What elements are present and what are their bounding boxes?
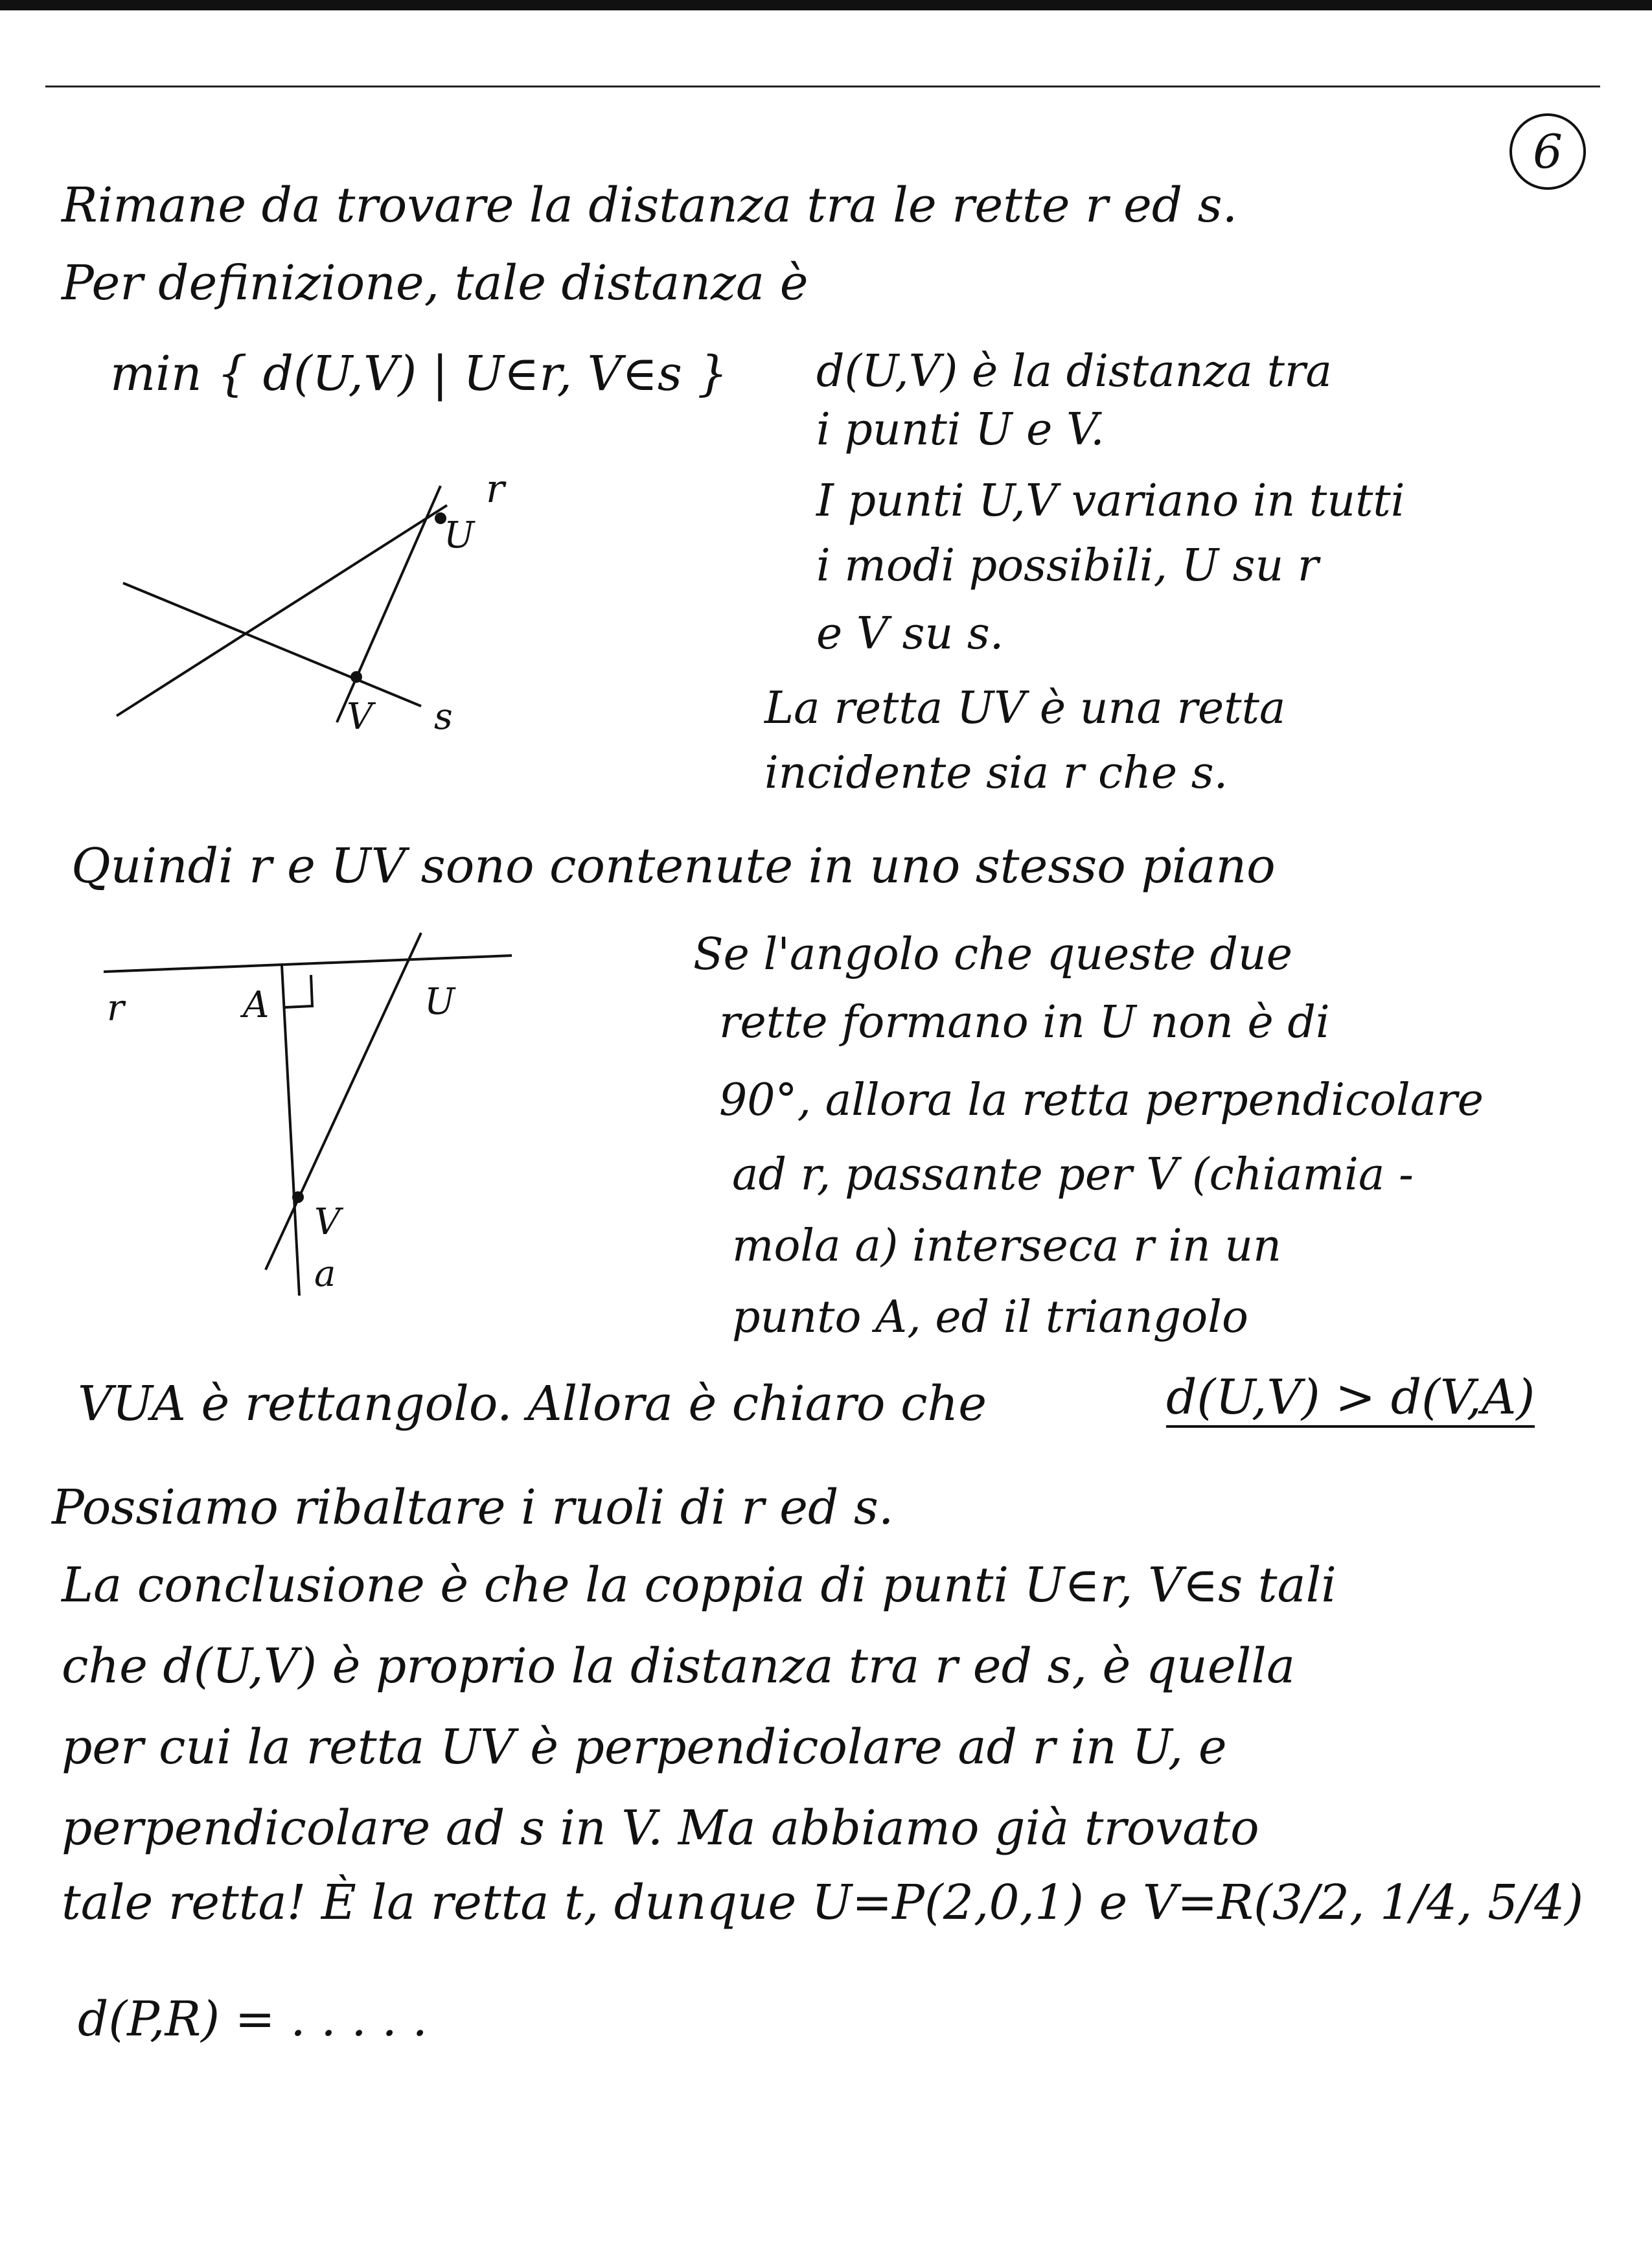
min-distance-formula: min { d(U,V) | U∈r, V∈s } [110, 346, 728, 402]
para-line-2: rette formano in U non è di [719, 997, 1330, 1048]
text-line-7: La conclusione è che la coppia di punti U∈r, V∈s tali [62, 1557, 1337, 1613]
text-line-8: che d(U,V) è proprio la distanza tra r ed s, è quella [62, 1638, 1296, 1694]
fig2-label-U: U [424, 981, 455, 1023]
note-line-4: i modi possibili, U su r [816, 540, 1319, 591]
page-number: 6 [1509, 113, 1586, 190]
note-line-6: La retta UV è una retta [764, 683, 1286, 734]
text-line-4: Quindi r e UV sono contenute in uno stesso piano [71, 838, 1276, 894]
text-line-12: d(P,R) = . . . . . [78, 1991, 428, 2047]
fig1-label-s: s [434, 696, 453, 738]
para-line-5: mola a) interseca r in un [732, 1220, 1281, 1272]
fig1-label-r: r [486, 466, 505, 512]
para-line-6: punto A, ed il triangolo [732, 1292, 1248, 1343]
fig2-label-V: V [314, 1201, 341, 1243]
fig2-label-A: A [243, 984, 270, 1026]
text-line-2: Per definizione, tale distanza è [62, 255, 809, 311]
fig2-label-a: a [314, 1253, 336, 1295]
text-line-5: VUA è rettangolo. Allora è chiaro che [78, 1376, 987, 1432]
note-line-3: I punti U,V variano in tutti [816, 475, 1405, 527]
note-line-1: d(U,V) è la distanza tra [816, 346, 1332, 397]
note-line-2: i punti U e V. [816, 404, 1105, 455]
para-line-4: ad r, passante per V (chiamia - [732, 1149, 1414, 1200]
text-line-11: tale retta! È la retta t, dunque U=P(2,0,1) e V=R(3/2, 1/4, 5/4) [62, 1875, 1584, 1930]
note-line-7: incidente sia r che s. [764, 748, 1228, 799]
fig1-label-V: V [347, 696, 373, 738]
fig2-label-r: r [107, 987, 124, 1029]
para-line-3: 90°, allora la retta perpendicolare [719, 1075, 1484, 1126]
fig1-label-U: U [444, 514, 475, 556]
text-line-6: Possiamo ribaltare i ruoli di r ed s. [52, 1480, 894, 1535]
para-line-1: Se l'angolo che queste due [693, 929, 1292, 980]
text-line-10: perpendicolare ad s in V. Ma abbiamo già trovato [62, 1800, 1259, 1856]
text-line-9: per cui la retta UV è perpendicolare ad r in U, e [62, 1719, 1227, 1775]
text-line-1: Rimane da trovare la distanza tra le rette r ed s. [62, 178, 1238, 233]
inequality-underlined: d(U,V) > d(V,A) [1166, 1373, 1535, 1428]
note-line-5: e V su s. [816, 608, 1004, 659]
